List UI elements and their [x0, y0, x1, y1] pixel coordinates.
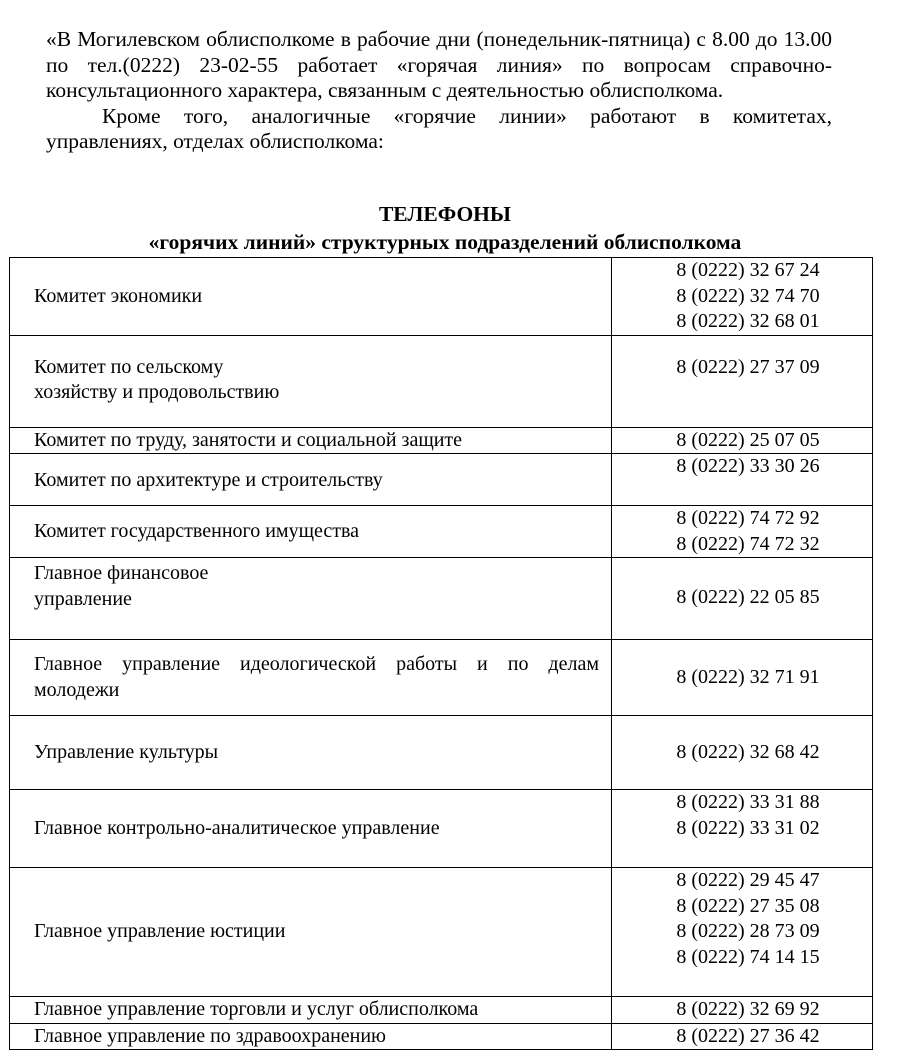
department-name: Комитет по архитектуре и строительству — [10, 454, 612, 506]
phone-number: 8 (0222) 25 07 05 — [676, 428, 820, 451]
phone-cell — [612, 790, 873, 868]
table-row — [10, 997, 873, 1024]
phone-number: 8 (0222) 32 69 92 — [676, 998, 820, 1020]
phone-number: 8 (0222) 32 67 24 — [676, 259, 820, 281]
table-row — [10, 790, 873, 868]
intro-paragraph-2: Кроме того, аналогичные «горячие линии» работают в комитетах, управлениях, отделах облисполкома: — [46, 103, 832, 153]
phone-number: 8 (0222) 74 72 32 — [676, 532, 820, 555]
department-name: Главное управление торговли и услуг облисполкома — [10, 997, 612, 1024]
phone-number: 8 (0222) 27 37 09 — [676, 355, 820, 378]
department-name: Главное финансовое управление — [10, 558, 612, 640]
department-name: Главное управление идеологической работы и по делам молодежи — [10, 640, 612, 716]
phone-number: 8 (0222) 33 30 26 — [676, 455, 820, 477]
phone-number: 8 (0222) 27 36 42 — [676, 1024, 820, 1047]
table-row — [10, 335, 873, 427]
table-title: ТЕЛЕФОНЫ — [378, 202, 512, 226]
intro-paragraph-1: «В Могилевском облисполкоме в рабочие дни (понедельник-пятница) с 8.00 до 13.00 по тел.(0222) 23-02-55 работает «горячая линия» по вопросам справочно-консультационного характера, связанным с деятельностью облисполкома. — [46, 27, 832, 102]
table-row — [10, 716, 873, 790]
table-row — [10, 1023, 873, 1050]
table-subtitle: «горячих линий» структурных подразделений облисполкома — [148, 230, 742, 254]
phone-cell — [612, 427, 873, 454]
table-row — [10, 640, 873, 716]
department-name: Комитет по труду, занятости и социальной защите — [10, 427, 612, 454]
phone-number: 8 (0222) 74 72 92 — [676, 507, 820, 529]
department-name: Главное управление юстиции — [10, 868, 612, 997]
department-name: Управление культуры — [10, 716, 612, 790]
phone-number: 8 (0222) 32 74 70 — [676, 284, 820, 307]
phone-cell — [612, 868, 873, 997]
phone-number: 8 (0222) 29 45 47 — [676, 869, 820, 891]
phone-cell — [612, 454, 873, 506]
table-row — [10, 558, 873, 640]
phone-cell — [612, 1023, 873, 1050]
phone-cell — [612, 997, 873, 1024]
table-row — [10, 868, 873, 997]
department-name: Комитет экономики — [10, 258, 612, 336]
intro-text — [46, 27, 832, 155]
hotline-table — [9, 257, 873, 1050]
phone-cell — [612, 506, 873, 558]
phone-number: 8 (0222) 22 05 85 — [676, 586, 820, 608]
table-row — [10, 506, 873, 558]
phone-cell — [612, 335, 873, 427]
phone-cell — [612, 558, 873, 640]
phone-cell — [612, 640, 873, 716]
department-name: Главное управление по здравоохранению — [10, 1023, 612, 1050]
phone-number: 8 (0222) 32 68 01 — [676, 310, 820, 332]
phone-number: 8 (0222) 32 71 91 — [676, 665, 820, 688]
table-row — [10, 427, 873, 454]
phone-number: 8 (0222) 33 31 88 — [676, 791, 820, 813]
phone-cell — [612, 258, 873, 336]
department-name: Комитет государственного имущества — [10, 506, 612, 558]
phone-cell — [612, 716, 873, 790]
table-row — [10, 258, 873, 336]
phone-number: 8 (0222) 32 68 42 — [676, 740, 820, 763]
phone-number: 8 (0222) 33 31 02 — [676, 816, 820, 839]
table-row — [10, 454, 873, 506]
department-name: Главное контрольно-аналитическое управление — [10, 790, 612, 868]
department-name: Комитет по сельскому хозяйству и продовольствию — [10, 335, 612, 427]
phone-number: 8 (0222) 27 35 08 — [676, 894, 820, 917]
phone-number: 8 (0222) 74 14 15 — [676, 945, 820, 968]
phone-number: 8 (0222) 28 73 09 — [676, 920, 820, 942]
